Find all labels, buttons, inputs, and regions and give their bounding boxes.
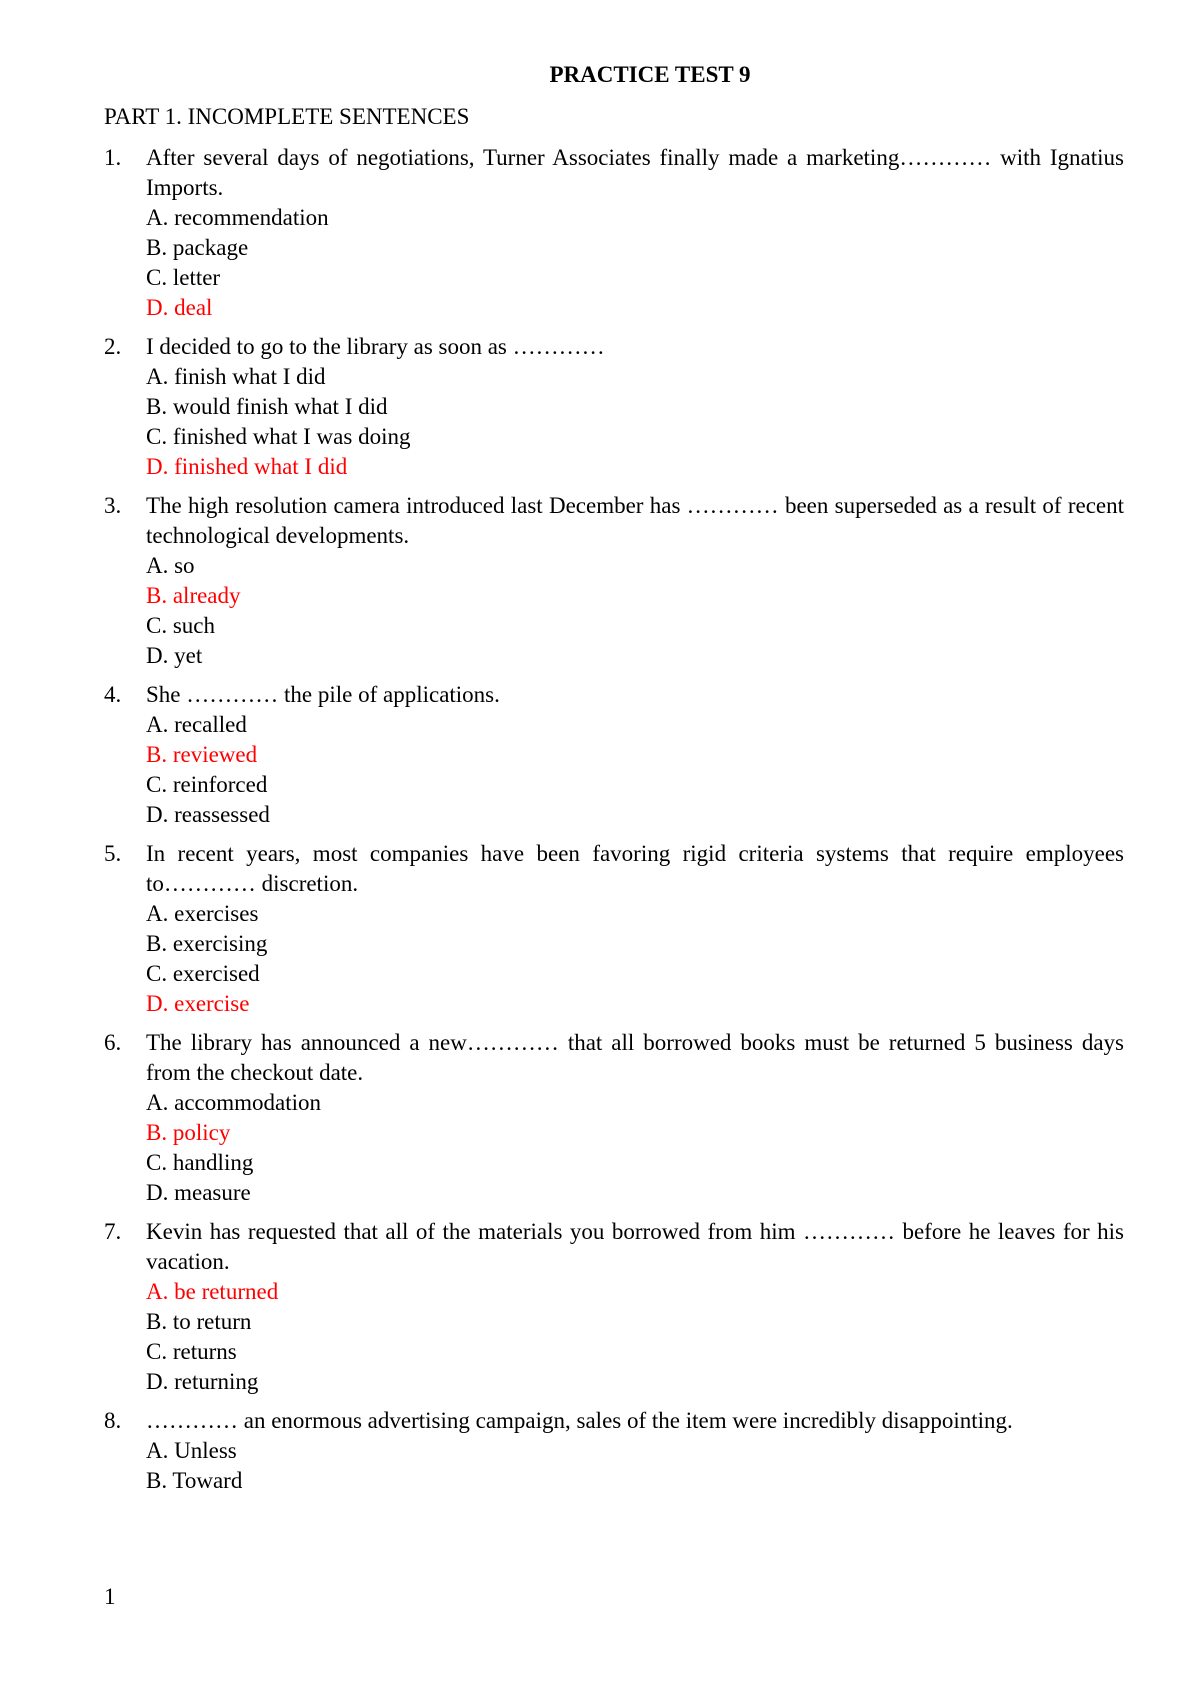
answer-option-correct: B. reviewed <box>146 742 258 767</box>
question-text: She ………… the pile of applications. <box>146 682 500 707</box>
question-number: 3. <box>104 493 122 518</box>
answer-option-correct: B. already <box>146 583 241 608</box>
question-number: 7. <box>104 1219 122 1244</box>
answer-option: C. reinforced <box>146 772 268 797</box>
answer-option: B. would finish what I did <box>146 394 388 419</box>
answer-options <box>146 1088 1124 1208</box>
answer-option: D. returning <box>146 1369 259 1394</box>
answer-options <box>146 551 1124 671</box>
answer-option: D. reassessed <box>146 802 270 827</box>
answer-option-correct: D. exercise <box>146 991 250 1016</box>
answer-option: B. Toward <box>146 1468 243 1493</box>
question-number: 8. <box>104 1408 122 1433</box>
answer-option: C. returns <box>146 1339 237 1364</box>
page-title <box>0 60 1200 90</box>
answer-option-correct: D. finished what I did <box>146 454 348 479</box>
answer-option: C. handling <box>146 1150 254 1175</box>
question-item <box>104 1406 1124 1496</box>
question-text: Kevin has requested that all of the materials you borrowed from him ………… before he leaves for his vacation. <box>146 1219 1124 1274</box>
question-item <box>104 491 1124 671</box>
answer-option-correct: A. be returned <box>146 1279 279 1304</box>
answer-option: D. measure <box>146 1180 251 1205</box>
question-text: ………… an enormous advertising campaign, sales of the item were incredibly disappointing. <box>146 1408 1013 1433</box>
answer-option: C. letter <box>146 265 221 290</box>
page-number: 1 <box>104 1584 116 1609</box>
question-number: 5. <box>104 841 122 866</box>
answer-options <box>146 899 1124 1019</box>
answer-option: A. accommodation <box>146 1090 322 1115</box>
answer-option: A. so <box>146 553 195 578</box>
question-number: 4. <box>104 682 122 707</box>
question-list <box>104 143 1124 1505</box>
question-text: In recent years, most companies have been favoring rigid criteria systems that require employees to………… discretion. <box>146 841 1124 896</box>
answer-option-correct: D. deal <box>146 295 213 320</box>
answer-option: B. exercising <box>146 931 268 956</box>
question-number: 2. <box>104 334 122 359</box>
question-item <box>104 1028 1124 1208</box>
answer-option: A. exercises <box>146 901 259 926</box>
answer-options <box>146 1277 1124 1397</box>
answer-option: C. exercised <box>146 961 260 986</box>
answer-option: C. finished what I was doing <box>146 424 411 449</box>
answer-option: B. package <box>146 235 249 260</box>
answer-option: A. finish what I did <box>146 364 326 389</box>
answer-option: A. Unless <box>146 1438 237 1463</box>
question-item <box>104 680 1124 830</box>
question-item <box>104 332 1124 482</box>
part-heading: PART 1. INCOMPLETE SENTENCES <box>104 104 470 129</box>
question-text: The library has announced a new………… that all borrowed books must be returned 5 business days from the checkout date. <box>146 1030 1124 1085</box>
answer-option: A. recommendation <box>146 205 329 230</box>
answer-option-correct: B. policy <box>146 1120 231 1145</box>
question-number: 1. <box>104 145 122 170</box>
question-text: After several days of negotiations, Turner Associates finally made a marketing………… with Ignatius Imports. <box>146 145 1124 200</box>
page-title-text: PRACTICE TEST 9 <box>549 62 751 87</box>
answer-option: B. to return <box>146 1309 252 1334</box>
answer-option: A. recalled <box>146 712 247 737</box>
question-item <box>104 143 1124 323</box>
question-item <box>104 839 1124 1019</box>
answer-options <box>146 1436 1124 1496</box>
answer-option: C. such <box>146 613 215 638</box>
answer-options <box>146 710 1124 830</box>
answer-option: D. yet <box>146 643 203 668</box>
question-item <box>104 1217 1124 1397</box>
answer-options <box>146 203 1124 323</box>
question-number: 6. <box>104 1030 122 1055</box>
question-text: The high resolution camera introduced last December has ………… been superseded as a result of recent technological developments. <box>146 493 1124 548</box>
answer-options <box>146 362 1124 482</box>
question-text: I decided to go to the library as soon as ………… <box>146 334 605 359</box>
